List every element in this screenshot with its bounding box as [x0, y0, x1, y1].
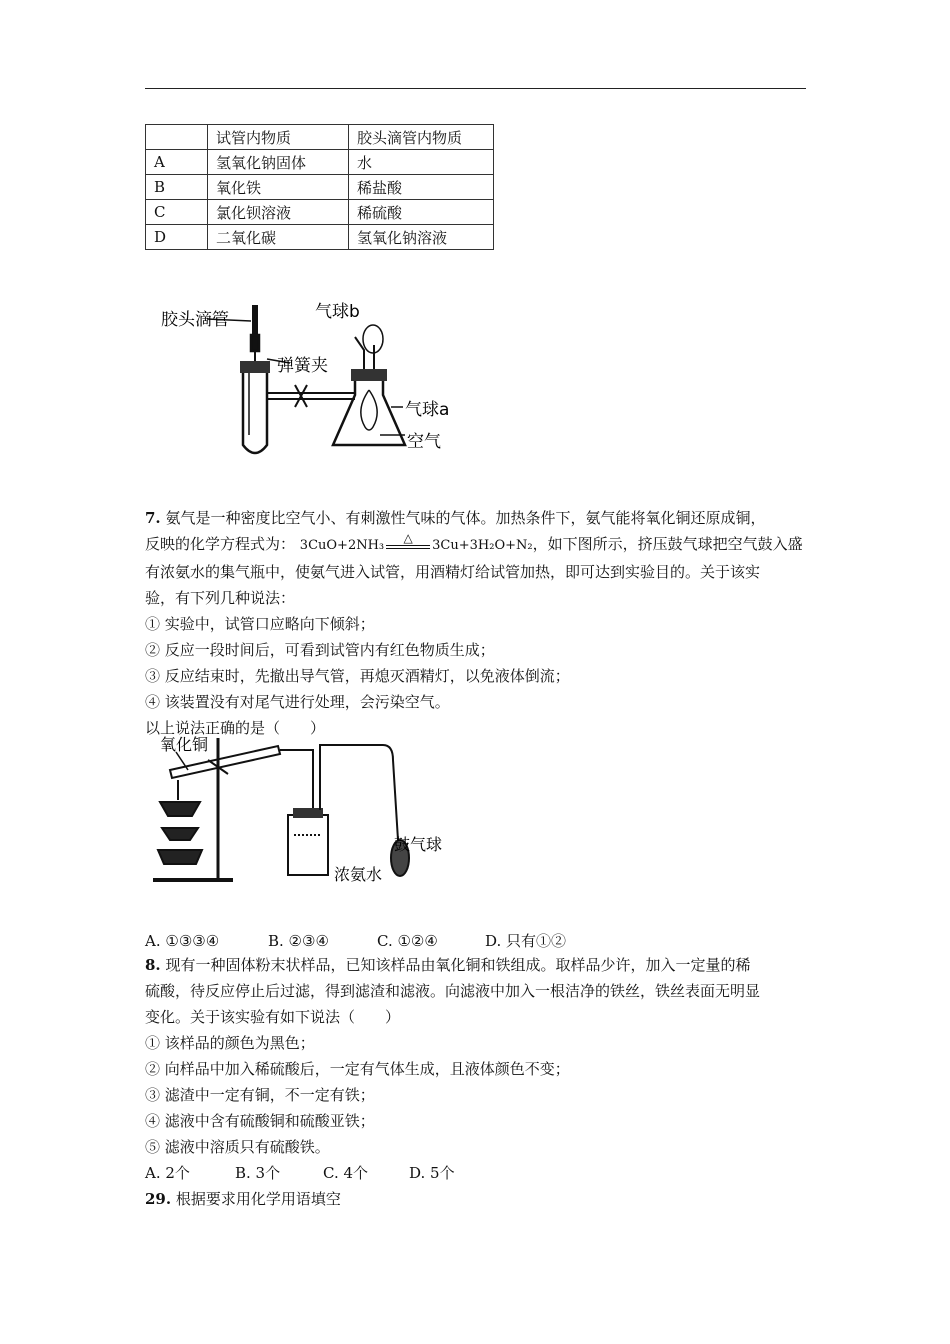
q8-line-2: 硫酸，待反应停止后过滤，得到滤渣和滤液。向滤液中加入一根洁净的铁丝，铁丝表面无明显 — [145, 982, 761, 1000]
question-number: 29. — [145, 1190, 172, 1208]
statement: ④ 滤液中含有硫酸铜和硫酸亚铁； — [145, 1112, 375, 1130]
option-c[interactable]: C. ①②④ — [377, 932, 438, 950]
q7-line-3: 有浓氨水的集气瓶中，使氨气进入试管，用酒精灯给试管加热，即可达到实验目的。关于该实 — [145, 563, 761, 581]
statement: ① 实验中，试管口应略向下倾斜； — [145, 615, 375, 633]
table-cell: 水 — [349, 150, 494, 175]
equation-condition — [384, 530, 432, 555]
equation-left: 3CuO+2NH₃ — [299, 538, 385, 553]
table-cell: 试管内物质 — [208, 125, 349, 150]
question-number: 8. — [145, 956, 161, 974]
q8-options — [145, 1160, 815, 1186]
table-row — [146, 175, 494, 200]
question-8 — [145, 952, 815, 1212]
q7-text: 氨气是一种密度比空气小、有刺激性气味的气体。加热条件下，氨气能将氧化铜还原成铜， — [165, 509, 766, 527]
q7-line-4: 验，有下列几种说法： — [145, 589, 296, 607]
q8-line-1 — [145, 952, 815, 978]
option-a[interactable]: A. ①③③④ — [145, 932, 220, 950]
equation-right: 3Cu+3H₂O+N₂ — [432, 538, 533, 553]
table-row — [146, 125, 494, 150]
heat-symbol: △ — [403, 530, 413, 545]
q7-line-1 — [145, 505, 815, 531]
table-cell: 稀硫酸 — [349, 200, 494, 225]
table-cell: 氢氧化钠溶液 — [349, 225, 494, 250]
table-cell: 二氧化碳 — [208, 225, 349, 250]
statement: ③ 滤渣中一定有铜，不一定有铁； — [145, 1086, 375, 1104]
table-cell: A — [146, 150, 208, 175]
label-balloon-b: 气球b — [315, 302, 360, 322]
table-cell: 氧化铁 — [208, 175, 349, 200]
option-a[interactable]: A. 2个 — [145, 1164, 190, 1182]
header-rule — [145, 88, 806, 89]
options-table — [145, 124, 494, 250]
statement: ④ 该装置没有对尾气进行处理，会污染空气。 — [145, 693, 450, 711]
label-dropper: 胶头滴管 — [161, 310, 229, 330]
table-row — [146, 150, 494, 175]
statement: ③ 反应结束时，先撤出导气管，再熄灭酒精灯，以免液体倒流； — [145, 667, 570, 685]
table-cell: D — [146, 225, 208, 250]
label-clamp: 弹簧夹 — [277, 356, 328, 376]
option-d[interactable]: D. 5个 — [409, 1164, 455, 1182]
question-number: 7. — [145, 509, 161, 527]
q7-text: ，如下图所示，挤压鼓气球把空气鼓入盛 — [532, 535, 803, 553]
label-air: 空气 — [407, 432, 441, 452]
q29-text: 根据要求用化学用语填空 — [175, 1190, 341, 1208]
statement: ② 向样品中加入稀硫酸后，一定有气体生成，且液体颜色不变； — [145, 1060, 570, 1078]
table-cell: B — [146, 175, 208, 200]
label-bulb: 鼓气球 — [394, 835, 443, 854]
label-balloon-a: 气球a — [405, 400, 450, 420]
q7-line-2 — [145, 531, 815, 559]
question-29 — [145, 1186, 815, 1212]
chemical-equation — [299, 530, 533, 559]
label-ammonia: 浓氨水 — [334, 865, 383, 884]
option-c[interactable]: C. 4个 — [323, 1164, 369, 1182]
q7-prompt: 以上说法正确的是（ ） — [145, 719, 326, 737]
statement: ② 反应一段时间后，可看到试管内有红色物质生成； — [145, 641, 495, 659]
statement: ⑤ 滤液中溶质只有硫酸铁。 — [145, 1138, 330, 1156]
statement: ① 该样品的颜色为黑色； — [145, 1034, 315, 1052]
label-cuo: 氧化铜 — [160, 735, 209, 754]
table-cell: C — [146, 200, 208, 225]
question-7 — [145, 505, 815, 741]
q7-text: 反映的化学方程式为： — [145, 535, 296, 553]
table-cell: 氯化钡溶液 — [208, 200, 349, 225]
q8-line-3: 变化。关于该实验有如下说法（ ） — [145, 1008, 401, 1026]
option-b[interactable]: B. 3个 — [235, 1164, 281, 1182]
q8-text: 现有一种固体粉末状样品，已知该样品由氧化铜和铁组成。取样品少许，加入一定量的稀 — [165, 956, 751, 974]
apparatus-figure-1 — [155, 295, 475, 470]
apparatus-figure-2 — [148, 730, 458, 890]
option-b[interactable]: B. ②③④ — [268, 932, 329, 950]
option-d[interactable]: D. 只有①② — [485, 932, 567, 950]
table-row — [146, 200, 494, 225]
table-row — [146, 225, 494, 250]
q7-options — [145, 928, 815, 954]
table-cell — [146, 125, 208, 150]
table-cell: 稀盐酸 — [349, 175, 494, 200]
table-cell: 胶头滴管内物质 — [349, 125, 494, 150]
table-cell: 氢氧化钠固体 — [208, 150, 349, 175]
